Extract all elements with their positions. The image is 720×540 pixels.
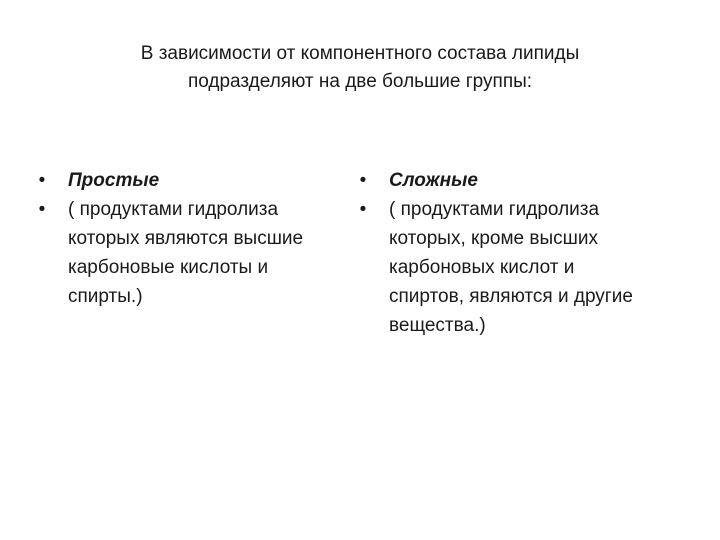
bullet-item xyxy=(353,195,693,340)
description-line: карбоновых кислот и xyxy=(389,257,575,278)
slide-title xyxy=(60,40,660,96)
title-line-1: В зависимости от компонентного состава липиды xyxy=(140,43,580,64)
description-line: вещества.) xyxy=(389,315,486,336)
column-simple-lipids xyxy=(32,166,350,311)
bullet-dot-icon: • xyxy=(38,170,46,191)
simple-lipids-heading: Простые xyxy=(68,170,160,191)
column-complex-lipids xyxy=(353,166,693,340)
simple-lipids-description xyxy=(68,195,350,311)
bullet-dot-icon: • xyxy=(359,170,367,191)
title-line-2: подразделяют на две большие группы: xyxy=(187,71,533,92)
bullet-item xyxy=(353,166,693,195)
description-line: ( продуктами гидролиза xyxy=(68,199,279,220)
complex-lipids-description xyxy=(389,195,693,340)
description-line: которых являются высшие xyxy=(68,228,304,249)
description-line: ( продуктами гидролиза xyxy=(389,199,600,220)
bullet-dot-icon: • xyxy=(38,199,46,220)
description-line: спиртов, являются и другие xyxy=(389,286,633,307)
description-line: карбоновые кислоты и xyxy=(68,257,269,278)
description-line: спирты.) xyxy=(68,286,143,307)
bullet-item xyxy=(32,166,350,195)
complex-lipids-heading: Сложные xyxy=(389,170,478,191)
bullet-dot-icon: • xyxy=(359,199,367,220)
description-line: которых, кроме высших xyxy=(389,228,598,249)
bullet-item xyxy=(32,195,350,311)
